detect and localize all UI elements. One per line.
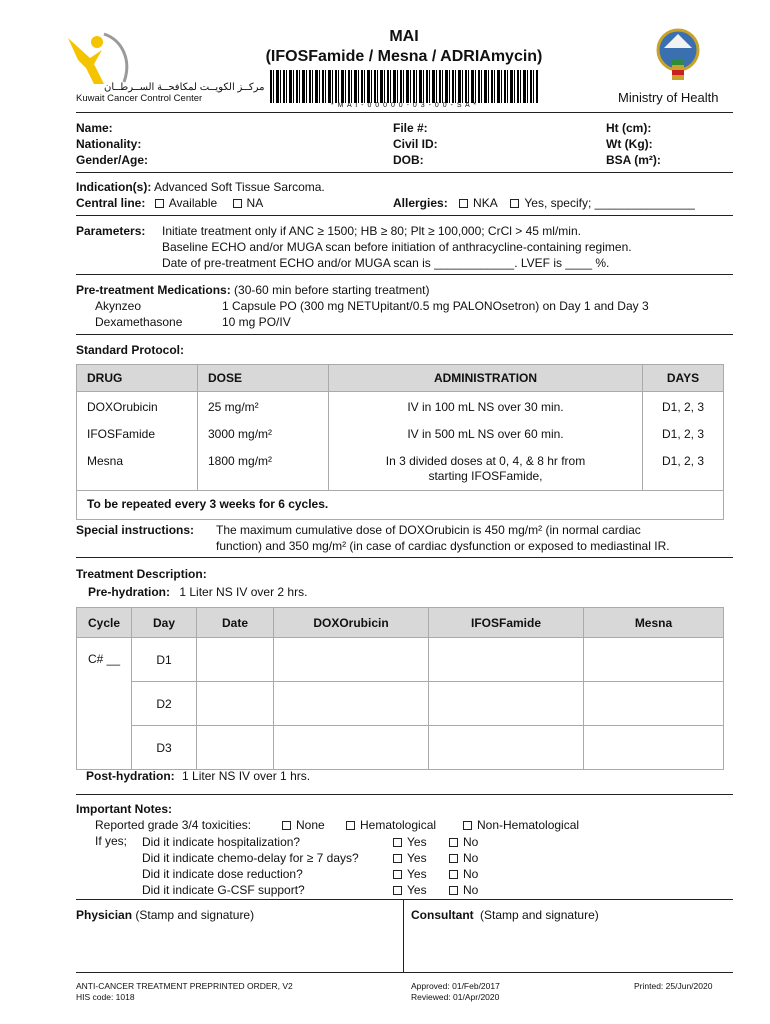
protocol-header-drug: DRUG [77, 365, 198, 392]
signature-divider [403, 899, 404, 972]
posthydration-value: 1 Liter NS IV over 1 hrs. [182, 769, 311, 783]
no-label: No [463, 835, 479, 849]
protocol-dose: 25 mg/m² [198, 392, 329, 422]
tx-day-cell: D1 [132, 638, 197, 682]
q3-no-checkbox[interactable] [449, 870, 458, 879]
if-yes-label: If yes; [95, 834, 128, 848]
available-checkbox[interactable] [155, 199, 164, 208]
treatment-table [76, 607, 724, 770]
protocol-drug: IFOSFamide [77, 421, 198, 448]
approved-date: Approved: 01/Feb/2017 [411, 981, 500, 991]
nka-label: NKA [473, 196, 498, 210]
reported-label: Reported grade 3/4 toxicities: [95, 818, 252, 832]
yes-label: Yes [407, 867, 427, 881]
indication-value: Advanced Soft Tissue Sarcoma. [154, 180, 325, 194]
kccc-arabic-name: مركــز الكويــت لمكافحــة الســرطــان [104, 82, 265, 93]
name-label: Name: [76, 121, 113, 135]
premed-detail-1: 1 Capsule PO (300 mg NETUpitant/0.5 mg PALONOsetron) on Day 1 and Day 3 [222, 299, 649, 313]
q1-no-checkbox[interactable] [449, 838, 458, 847]
reviewed-date: Reviewed: 01/Apr/2020 [411, 992, 500, 1002]
allergy-yes-checkbox[interactable] [510, 199, 519, 208]
question-delay: Did it indicate chemo-delay for ≥ 7 days? [142, 851, 359, 865]
q4-no-checkbox[interactable] [449, 886, 458, 895]
table-row [77, 448, 724, 491]
protocol-admin: IV in 500 mL NS over 60 min. [329, 421, 643, 448]
q3-yes-checkbox[interactable] [393, 870, 402, 879]
protocol-header-dose: DOSE [198, 365, 329, 392]
file-label: File #: [393, 121, 428, 135]
civil-id-label: Civil ID: [393, 137, 438, 151]
pretreatment-note: (30-60 min before starting treatment) [234, 283, 430, 297]
protocol-drug: DOXOrubicin [77, 392, 198, 422]
yes-label: Yes [407, 851, 427, 865]
prehydration-value: 1 Liter NS IV over 2 hrs. [179, 585, 308, 599]
his-code: HIS code: 1018 [76, 992, 135, 1002]
printed-date: Printed: 25/Jun/2020 [634, 981, 713, 991]
barcode [270, 70, 538, 103]
parameters-label: Parameters: [76, 224, 146, 238]
kuwait-emblem [650, 26, 706, 84]
weight-label: Wt (Kg): [606, 137, 653, 151]
tx-header-cycle: Cycle [77, 608, 132, 638]
tx-ifosfamide-cell[interactable] [429, 682, 584, 726]
ministry-name: Ministry of Health [618, 90, 719, 105]
tox-hema-label: Hematological [360, 818, 437, 832]
tx-header-mesna: Mesna [584, 608, 724, 638]
special-line-2: function) and 350 mg/m² (in case of cardiac dysfunction or exposed to mediastinal IR. [216, 539, 670, 553]
gender-age-label: Gender/Age: [76, 153, 149, 167]
tx-day-cell: D2 [132, 682, 197, 726]
protocol-label: Standard Protocol: [76, 343, 185, 357]
treatment-label: Treatment Description: [76, 567, 207, 581]
protocol-admin: In 3 divided doses at 0, 4, & 8 hr from starting IFOSFamide, [329, 448, 643, 491]
central-line-label: Central line: [76, 196, 146, 210]
tox-none-checkbox[interactable] [282, 821, 291, 830]
premed-drug-1: Akynzeo [95, 299, 142, 313]
allergies-label: Allergies: [393, 196, 448, 210]
tx-header-day: Day [132, 608, 197, 638]
protocol-header-days: DAYS [643, 365, 724, 392]
special-line-1: The maximum cumulative dose of DOXOrubicin is 450 mg/m² (in normal cardiac [216, 523, 641, 537]
tx-header-ifosfamide: IFOSFamide [429, 608, 584, 638]
page-subtitle: (IFOSFamide / Mesna / ADRIAmycin) [265, 48, 543, 65]
protocol-drug: Mesna [77, 448, 198, 491]
protocol-header-admin: ADMINISTRATION [329, 365, 643, 392]
special-label: Special instructions: [76, 523, 195, 537]
table-row [77, 726, 724, 770]
no-label: No [463, 867, 479, 881]
protocol-table [76, 364, 724, 520]
q2-yes-checkbox[interactable] [393, 854, 402, 863]
tx-mesna-cell[interactable] [584, 682, 724, 726]
table-row [77, 421, 724, 448]
tox-nonhema-label: Non-Hematological [477, 818, 580, 832]
na-checkbox[interactable] [233, 199, 242, 208]
protocol-dose: 3000 mg/m² [198, 421, 329, 448]
na-label: NA [246, 196, 264, 210]
posthydration-label: Post-hydration: [86, 769, 175, 783]
pretreatment-label: Pre-treatment Medications: [76, 283, 231, 297]
kccc-name: Kuwait Cancer Control Center [76, 93, 203, 104]
table-row [77, 682, 724, 726]
prehydration-label: Pre-hydration: [88, 585, 171, 599]
tx-date-cell[interactable] [197, 638, 274, 682]
tx-cycle-cell[interactable]: C# __ [77, 638, 132, 770]
notes-label: Important Notes: [76, 802, 172, 816]
tx-doxorubicin-cell[interactable] [274, 726, 429, 770]
consultant-signature-area[interactable] [411, 924, 731, 970]
table-row [77, 392, 724, 422]
height-label: Ht (cm): [606, 121, 652, 135]
tx-doxorubicin-cell[interactable] [274, 638, 429, 682]
bsa-label: BSA (m²): [606, 153, 661, 167]
tx-header-date: Date [197, 608, 274, 638]
tx-mesna-cell[interactable] [584, 726, 724, 770]
tx-date-cell[interactable] [197, 726, 274, 770]
available-label: Available [168, 196, 218, 210]
tox-hema-checkbox[interactable] [346, 821, 355, 830]
q4-yes-checkbox[interactable] [393, 886, 402, 895]
table-row [77, 638, 724, 682]
question-dose-reduction: Did it indicate dose reduction? [142, 867, 303, 881]
parameter-line-3: Date of pre-treatment ECHO and/or MUGA scan is ____________. LVEF is ____ %. [162, 256, 610, 270]
question-gcsf: Did it indicate G-CSF support? [142, 883, 305, 897]
indication-label: Indication(s): [76, 180, 152, 194]
q2-no-checkbox[interactable] [449, 854, 458, 863]
parameter-line-2: Baseline ECHO and/or MUGA scan before initiation of anthracycline-containing regimen. [162, 240, 632, 254]
no-label: No [463, 883, 479, 897]
q1-yes-checkbox[interactable] [393, 838, 402, 847]
physician-label: Physician [76, 908, 133, 922]
tx-ifosfamide-cell[interactable] [429, 638, 584, 682]
physician-stamp-label: (Stamp and signature) [135, 908, 255, 922]
yes-label: Yes [407, 883, 427, 897]
nka-checkbox[interactable] [459, 199, 468, 208]
page-title: MAI [389, 28, 419, 45]
tx-ifosfamide-cell[interactable] [429, 726, 584, 770]
protocol-days: D1, 2, 3 [643, 421, 724, 448]
physician-signature-area[interactable] [76, 924, 396, 970]
parameter-line-1: Initiate treatment only if ANC ≥ 1500; HB ≥ 80; Plt ≥ 100,000; CrCl > 45 ml/min. [162, 224, 581, 238]
allergy-specify-field[interactable]: Yes, specify; _______________ [524, 196, 695, 210]
tx-date-cell[interactable] [197, 682, 274, 726]
form-name: ANTI-CANCER TREATMENT PREPRINTED ORDER, V2 [76, 981, 293, 991]
barcode-text: * M A I - 0 0 0 0 0 - 0 3 - 0 0 - S A * [331, 102, 477, 109]
protocol-dose: 1800 mg/m² [198, 448, 329, 491]
nationality-label: Nationality: [76, 137, 142, 151]
kccc-logo [64, 30, 134, 86]
protocol-repeat: To be repeated every 3 weeks for 6 cycles. [77, 491, 724, 520]
tx-doxorubicin-cell[interactable] [274, 682, 429, 726]
consultant-label: Consultant [411, 908, 474, 922]
yes-label: Yes [407, 835, 427, 849]
question-hospitalization: Did it indicate hospitalization? [142, 835, 301, 849]
protocol-days: D1, 2, 3 [643, 392, 724, 422]
consultant-stamp-label: (Stamp and signature) [480, 908, 599, 922]
protocol-admin: IV in 100 mL NS over 30 min. [329, 392, 643, 422]
premed-drug-2: Dexamethasone [95, 315, 183, 329]
tox-none-label: None [296, 818, 325, 832]
tx-mesna-cell[interactable] [584, 638, 724, 682]
premed-detail-2: 10 mg PO/IV [222, 315, 291, 329]
dob-label: DOB: [393, 153, 424, 167]
tx-header-doxorubicin: DOXOrubicin [274, 608, 429, 638]
no-label: No [463, 851, 479, 865]
tx-day-cell: D3 [132, 726, 197, 770]
protocol-days: D1, 2, 3 [643, 448, 724, 491]
tox-nonhema-checkbox[interactable] [463, 821, 472, 830]
